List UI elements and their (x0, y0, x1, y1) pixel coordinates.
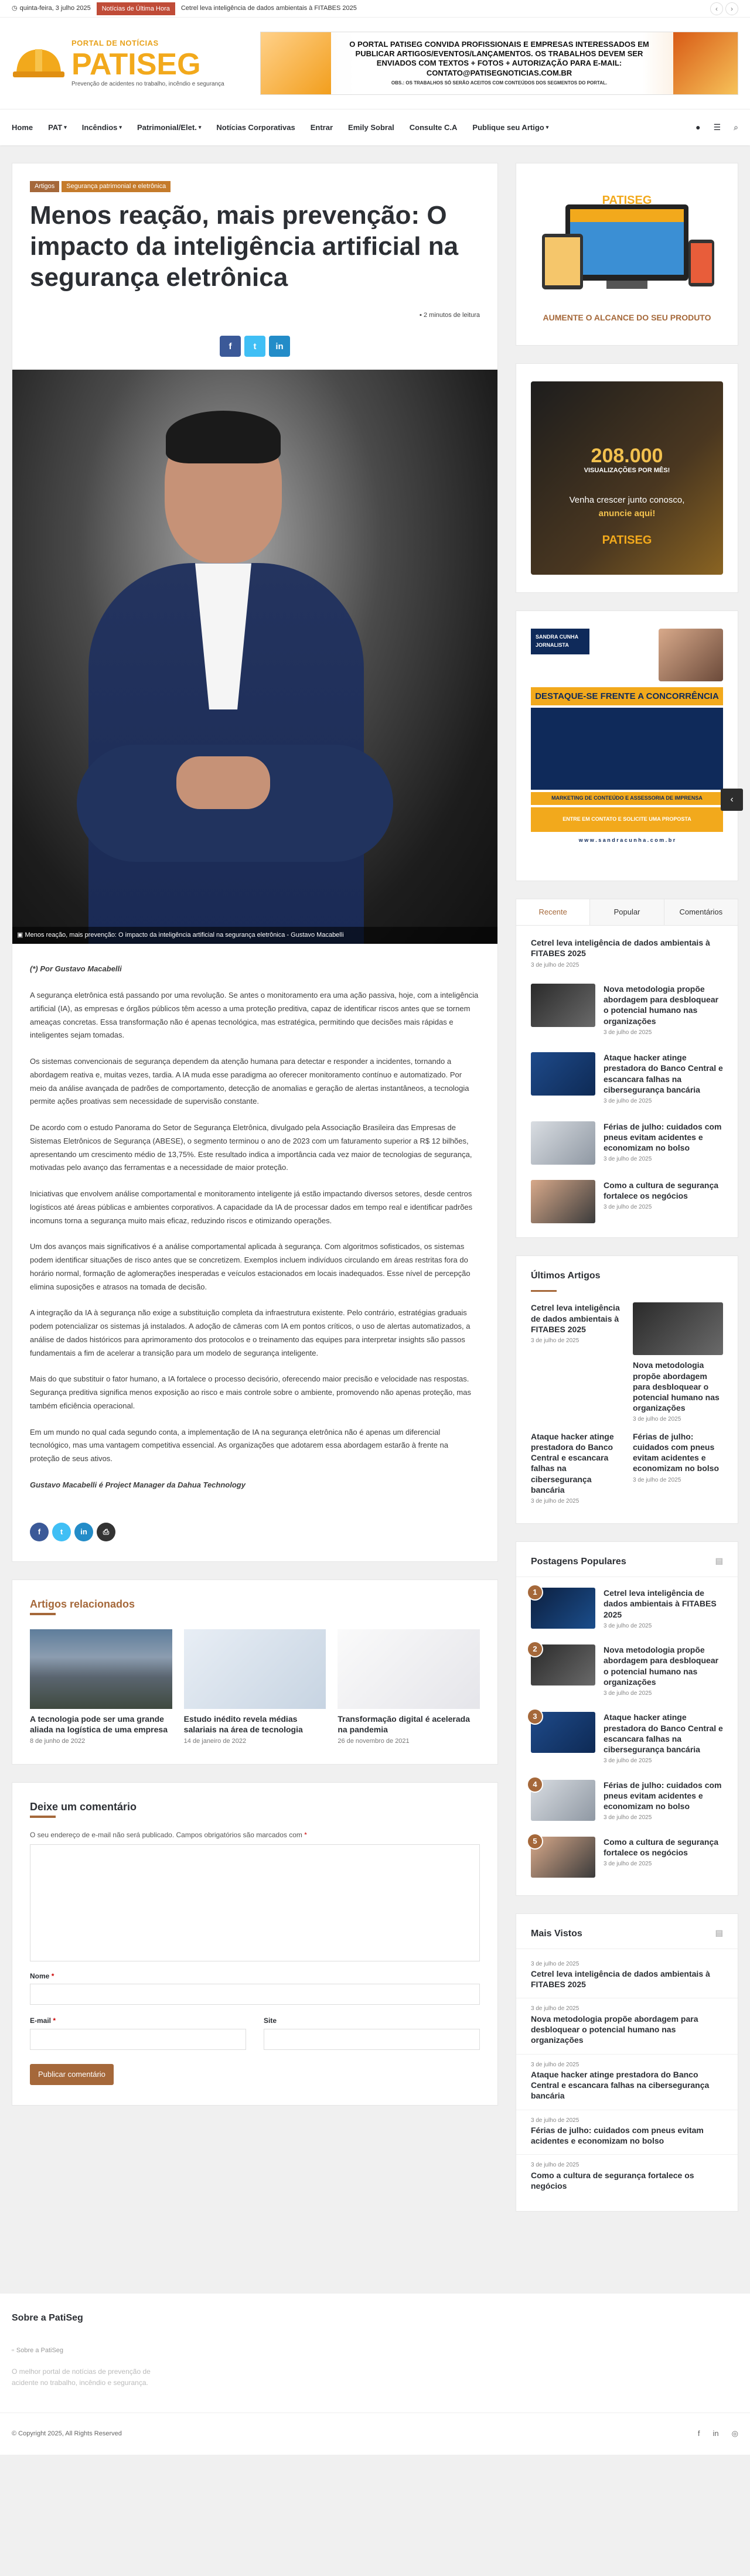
ad3-site: w w w . s a n d r a c u n h a . c o m . b r (578, 837, 676, 844)
nav-item[interactable] (216, 122, 295, 134)
post-date: 3 de julho de 2025 (604, 1098, 652, 1105)
related-articles (12, 1579, 498, 1765)
date-text: quinta-feira, 3 julho 2025 (19, 5, 91, 12)
post-date: 3 de julho de 2025 (531, 1960, 579, 1967)
instagram-icon[interactable]: ◎ (731, 2429, 738, 2438)
nav-item[interactable] (472, 122, 548, 134)
site-logo[interactable] (12, 37, 224, 89)
related-item-date: 26 de novembro de 2021 (338, 1738, 410, 1745)
nav-item[interactable] (12, 122, 33, 134)
rank-badge: 3 (527, 1708, 543, 1725)
scroll-arrow-icon[interactable]: ‹ (721, 789, 743, 811)
sidebar-ad-3[interactable] (516, 610, 738, 881)
widget-title: Mais Vistos (531, 1928, 582, 1939)
post-title: Como a cultura de segurança fortalece os negócios (604, 1837, 719, 1857)
article-paragraph: Os sistemas convencionais de segurança dependem da atenção humana para detectar e responder a incidentes, tornando a abordagem reativa e, muitas vezes, tardia. A IA muda esse paradigma ao oferecer monitoramento contínuo e automatizado. Por meio da análise avançada de padrões de comportamento, detecção de anomalias e geração de alertas instantâneos, a tecnologia permite ações proativas sem necessidade de supervisão constante. (30, 1057, 469, 1106)
related-thumbnail (184, 1629, 326, 1709)
post-thumbnail (531, 984, 595, 1027)
breaking-news-link[interactable]: Cetrel leva inteligência de dados ambientais à FITABES 2025 (180, 5, 357, 12)
most-viewed-widget (516, 1913, 738, 2212)
featured-image (12, 370, 497, 944)
post-date: 3 de julho de 2025 (531, 2162, 579, 2169)
related-item-date: 8 de junho de 2022 (30, 1738, 86, 1745)
nav-item[interactable] (48, 122, 67, 134)
read-time-text: 2 minutos de leitura (424, 312, 480, 319)
widget-title: Últimos Artigos (531, 1270, 601, 1281)
chevron-down-icon: ▾ (546, 124, 549, 131)
post-title: Nova metodologia propõe abordagem para desbloquear o potencial humano nas organizações (531, 2014, 698, 2045)
related-item-title: Estudo inédito revela médias salariais na área de tecnologia (183, 1714, 303, 1734)
rank-badge: 1 (527, 1584, 543, 1601)
post-title: Cetrel leva inteligência de dados ambientais à FITABES 2025 (531, 938, 710, 958)
post-date: 3 de julho de 2025 (633, 1416, 681, 1423)
post-title: Cetrel leva inteligência de dados ambientais à FITABES 2025 (531, 1303, 620, 1334)
linkedin-share-button[interactable]: in (74, 1523, 93, 1541)
recent-post-item[interactable] (531, 1180, 723, 1223)
popular-post-item[interactable] (516, 1837, 738, 1878)
linkedin-share-button[interactable]: in (269, 336, 290, 357)
ad3-role: JORNALISTA (536, 642, 569, 648)
related-item[interactable] (30, 1629, 172, 1746)
most-viewed-item[interactable] (516, 2116, 738, 2155)
post-title: Férias de julho: cuidados com pneus evitam acidentes e economizam no bolso (604, 1780, 722, 1811)
read-time (30, 311, 480, 320)
chevron-down-icon: ▾ (64, 124, 67, 131)
post-date: 3 de julho de 2025 (604, 1861, 652, 1868)
post-date: 3 de julho de 2025 (531, 1337, 579, 1344)
ad3-services-block (531, 708, 723, 790)
widget-title: Postagens Populares (531, 1557, 626, 1567)
post-thumbnail (531, 1180, 595, 1223)
recent-post-item[interactable] (531, 1052, 723, 1106)
post-date: 3 de julho de 2025 (604, 1029, 652, 1036)
comment-section (12, 1782, 498, 2106)
post-thumbnail (633, 1302, 723, 1355)
logo-small-text: PORTAL DE NOTÍCIAS (71, 39, 159, 48)
share-buttons-bottom (12, 1517, 497, 1561)
article-paragraph: Em um mundo no qual cada segundo conta, a implementação de IA na segurança eletrônica não é apenas um diferencial tecnológico, mas uma vantagem competitiva essencial. As organizações que adotarem essa abordagem estarão à frente na proteção de seus ativos. (30, 1427, 448, 1463)
document-icon: ▤ (715, 1556, 723, 1566)
nav-item[interactable] (311, 122, 333, 134)
footer-image-alt: Sobre a PatiSeg (16, 2347, 64, 2355)
chevron-down-icon: ▾ (119, 124, 122, 131)
caption-text: Menos reação, mais prevenção: O impacto da inteligência artificial na segurança eletrônica - Gustavo Macabelli (25, 932, 344, 939)
recent-post-item[interactable] (531, 937, 723, 970)
article-body (12, 944, 497, 1516)
menu-icon[interactable]: ☰ (713, 122, 721, 132)
ad2-views: VISUALIZAÇÕES POR MÊS! (584, 467, 670, 474)
post-title: Nova metodologia propõe abordagem para desbloquear o potencial humano nas organizações (633, 1360, 720, 1413)
article (12, 163, 498, 1562)
footer (0, 2294, 750, 2412)
post-date: 3 de julho de 2025 (604, 1622, 652, 1629)
document-icon: ▤ (715, 1927, 723, 1937)
latest-article-item[interactable] (633, 1431, 723, 1506)
post-title: Nova metodologia propõe abordagem para desbloquear o potencial humano nas organizações (604, 984, 719, 1026)
article-paragraph: Iniciativas que envolvem análise comportamental e monitoramento inteligente já estão impactando diversos setores, desde centros logísticos até áreas públicas e ambientes corporativos. A capacidade da IA de processar dados em tempo real e identificar padrões incomuns torna a segurança muito mais eficaz, reduzindo riscos e otimizando operações. (30, 1189, 473, 1225)
related-item-date: 14 de janeiro de 2022 (183, 1738, 247, 1745)
logo-subtitle: Prevenção de acidentes no trabalho, incêndio e segurança (71, 81, 224, 88)
latest-article-item[interactable] (531, 1431, 621, 1506)
copyright-text: © Copyright 2025, All Rights Reserved (12, 2430, 122, 2438)
most-viewed-item[interactable] (516, 1960, 738, 1999)
post-title: Ataque hacker atinge prestadora do Banco Central e escancara falhas na cibersegurança bancária (531, 1431, 614, 1495)
footer-title: Sobre a PatiSeg (12, 2313, 83, 2323)
related-item[interactable] (184, 1629, 326, 1746)
email-label: E-mail * (30, 2017, 56, 2025)
banner-right-art (673, 32, 738, 95)
nav-item-label: Incêndios (81, 122, 118, 132)
author-note: Gustavo Macabelli é Project Manager da Dahua Technology (30, 1480, 246, 1489)
breaking-news-label: Notícias de Última Hora (97, 2, 175, 15)
popular-post-item[interactable] (516, 1644, 738, 1698)
helmet-logo-icon (12, 45, 66, 82)
tab-recente[interactable]: Recente (516, 899, 590, 925)
banner-fine-print: OBS.: OS TRABALHOS SÓ SERÃO ACEITOS COM CONTEÚDOS DOS SEGMENTOS DO PORTAL. (391, 80, 608, 86)
next-news-icon[interactable]: › (725, 2, 738, 15)
related-item-title: A tecnologia pode ser uma grande aliada na logística de uma empresa (30, 1714, 168, 1734)
popular-posts-widget (516, 1541, 738, 1895)
ultimos-artigos-widget (516, 1255, 738, 1524)
post-title: Como a cultura de segurança fortalece os negócios (604, 1180, 719, 1200)
ad3-mkt: MARKETING DE CONTEÚDO E ASSESSORIA DE IMPRENSA (531, 792, 723, 805)
nav-item-label: Home (12, 122, 33, 132)
popular-post-item[interactable] (516, 1780, 738, 1823)
site-header (0, 18, 750, 109)
name-label: Nome * (30, 1971, 54, 1980)
post-title: Como a cultura de segurança fortalece os negócios (531, 2170, 694, 2191)
article-paragraph: Um dos avanços mais significativos é a análise comportamental aplicada à segurança. Com algoritmos sofisticados, os sistemas podem identificar situações de risco antes que se concretizem. Exemplos incluem indivíduos circulando em áreas restritas fora do horário normal, formação de aglomerações inesperadas e veículos estacionados em locais inadequados. Esse nível de percepção elimina suposições e atrasos na tomada de decisão. (30, 1242, 471, 1291)
facebook-icon[interactable]: f (697, 2429, 700, 2438)
post-title: Férias de julho: cuidados com pneus evitam acidentes e economizam no bolso (633, 1431, 720, 1473)
nav-item-label: Consulte C.A (409, 122, 458, 132)
post-title: Ataque hacker atinge prestadora do Banco Central e escancara falhas na cibersegurança bancária (604, 1053, 723, 1094)
clock-icon: ◷ (12, 5, 18, 12)
related-thumbnail (338, 1629, 480, 1709)
article-title: Menos reação, mais prevenção: O impacto da inteligência artificial na segurança eletrônica (30, 201, 459, 292)
footer-image (12, 2346, 738, 2356)
post-date: 3 de julho de 2025 (604, 1814, 652, 1821)
nav-item[interactable] (348, 122, 394, 134)
comment-title: Deixe um comentário (12, 1783, 497, 1816)
post-thumbnail (531, 1121, 595, 1165)
logo-big-text: PATISEG (71, 47, 201, 82)
user-icon[interactable]: ● (696, 122, 701, 132)
article-byline: (*) Por Gustavo Macabelli (30, 964, 122, 974)
chevron-down-icon: ▾ (198, 124, 202, 131)
category-tag[interactable]: Artigos (30, 181, 59, 192)
camera-icon: ▣ (17, 932, 23, 939)
post-date: 3 de julho de 2025 (633, 1476, 681, 1483)
site-label: Site (264, 2017, 277, 2025)
rank-badge: 4 (527, 1776, 543, 1793)
category-tag[interactable]: Segurança patrimonial e eletrônica (62, 181, 171, 192)
current-date (12, 4, 91, 13)
post-title: Nova metodologia propõe abordagem para desbloquear o potencial humano nas organizações (604, 1645, 719, 1687)
tabbed-widget (516, 899, 738, 1238)
nav-item-label: Emily Sobral (348, 122, 394, 132)
related-thumbnail (30, 1629, 172, 1709)
latest-article-item[interactable] (531, 1302, 621, 1424)
post-title: Ataque hacker atinge prestadora do Banco Central e escancara falhas na cibersegurança bancária (604, 1712, 723, 1755)
twitter-share-button[interactable]: t (244, 336, 265, 357)
site-field[interactable] (264, 2029, 480, 2050)
post-date: 3 de julho de 2025 (604, 1690, 652, 1697)
rank-badge: 2 (527, 1641, 543, 1657)
main-nav (0, 109, 750, 145)
most-viewed-item[interactable] (516, 2004, 738, 2054)
popular-post-item[interactable] (516, 1588, 738, 1630)
latest-article-item[interactable] (633, 1302, 723, 1424)
post-date: 3 de julho de 2025 (531, 2005, 579, 2012)
article-paragraph: De acordo com o estudo Panorama do Setor de Segurança Eletrônica, divulgado pela Associação Brasileira das Empresas de Sistemas Eletrônicos de Segurança (ABESE), o segmento terminou o ano de 2023 com um faturamento superior a R$ 12 bilhões, apresentando um crescimento médio de 13,75%. Este resultado indica a importância cada vez maior de tecnologias de segurança, motivadas pelo avanço das ferramentas e a necessidade de maior proteção. (30, 1123, 472, 1172)
post-date: 3 de julho de 2025 (604, 1203, 652, 1210)
submit-comment-button[interactable]: Publicar comentário (30, 2064, 114, 2085)
related-item[interactable] (338, 1629, 480, 1746)
post-title: Férias de julho: cuidados com pneus evitam acidentes e economizam no bolso (604, 1121, 722, 1152)
banner-text: O PORTAL PATISEG CONVIDA PROFISSIONAIS E EMPRESAS INTERESSADOS EM PUBLICAR ARTIGOS/EVENTOS/LANÇAMENTOS. OS TRABALHOS DEVEM SER ENVIADOS COM TEXTOS + FOTOS + AUTORIZAÇÃO PARA E-MAIL: CONTATO@PATISEGNOTICIAS.COM.BR (349, 39, 649, 77)
ad1-brand: PATISEG (602, 194, 652, 207)
nav-item-label: Entrar (310, 122, 333, 132)
share-buttons-top (30, 336, 480, 357)
image-caption (12, 927, 497, 944)
bookmark-icon: ▪ (420, 312, 422, 319)
ad2-brand: PATISEG (602, 533, 652, 547)
post-title: Férias de julho: cuidados com pneus evitam acidentes e economizam no bolso (531, 2125, 704, 2146)
sidebar-ad-1[interactable] (516, 163, 738, 346)
top-bar (0, 0, 750, 18)
tab-comentarios[interactable]: Comentários (664, 899, 738, 925)
email-field[interactable] (30, 2029, 246, 2050)
article-paragraph: A segurança eletrônica está passando por uma revolução. Se antes o monitoramento era uma ação passiva, hoje, com a inteligência artificial (IA), as empresas e órgãos públicos têm acesso a uma proteção preditiva, capaz de identificar riscos antes que se tornem ameaças concretas. Essa transformação não é apenas tecnológica, mas estratégica, permitindo que decisões mais rápidas e inteligentes sejam tomadas. (30, 991, 479, 1040)
twitter-share-button[interactable]: t (52, 1523, 71, 1541)
recent-post-item[interactable] (531, 1121, 723, 1165)
post-date: 3 de julho de 2025 (531, 1497, 579, 1504)
facebook-share-button[interactable]: f (30, 1523, 49, 1541)
ad2-text: Venha crescer junto conosco, (569, 495, 685, 506)
ad1-tagline: AUMENTE O ALCANCE DO SEU PRODUTO (543, 312, 711, 322)
post-date: 3 de julho de 2025 (604, 1758, 652, 1765)
ad3-cta: ENTRE EM CONTATO E SOLICITE UMA PROPOSTA (531, 807, 723, 832)
print-button[interactable]: ⎙ (97, 1523, 115, 1541)
ad2-cta: anuncie aqui! (598, 509, 656, 519)
ad3-name: SANDRA CUNHA (536, 634, 579, 640)
popular-post-item[interactable] (516, 1712, 738, 1765)
related-title: Artigos relacionados (12, 1580, 497, 1613)
recent-post-item[interactable] (531, 984, 723, 1037)
banner-left-art (261, 32, 331, 95)
footer-description: O melhor portal de notícias de prevenção de acidente no trabalho, incêndio e segurança. (12, 2367, 151, 2387)
copyright-bar (0, 2413, 750, 2455)
article-paragraph: A integração da IA à segurança não exige a substituição completa da infraestrutura existente. Pelo contrário, estratégias graduais podem potencializar os sistemas já instalados. A adoção de câmeras com IA em pontos críticos, o uso de alertas automatizados, a análise de dados históricos para aprimoramento dos protocolos e o treinamento das equipes para interpretar insights são passos fundamentais a fim de acelerar a transição para um modelo de segurança inteligente. (30, 1308, 471, 1357)
tab-popular[interactable]: Popular (590, 899, 664, 925)
post-thumbnail (531, 1052, 595, 1096)
most-viewed-item[interactable] (516, 2161, 738, 2199)
nav-item[interactable] (137, 122, 201, 134)
post-date: 3 de julho de 2025 (531, 2117, 579, 2124)
nav-item-label: Patrimonial/Elet. (137, 122, 197, 132)
nav-item-label: Notícias Corporativas (216, 122, 295, 132)
search-icon[interactable]: ⌕ (734, 122, 738, 132)
facebook-share-button[interactable]: f (220, 336, 241, 357)
post-date: 3 de julho de 2025 (531, 961, 579, 968)
broken-image-icon: ▫ (12, 2347, 14, 2355)
sidebar-ad-2[interactable] (516, 363, 738, 593)
post-title: Ataque hacker atinge prestadora do Banco Central e escancara falhas na cibersegurança bancária (531, 2070, 710, 2101)
header-ad-banner[interactable] (260, 32, 738, 95)
linkedin-icon[interactable]: in (712, 2429, 719, 2438)
prev-news-icon[interactable]: ‹ (710, 2, 723, 15)
post-date: 3 de julho de 2025 (604, 1156, 652, 1163)
most-viewed-item[interactable] (516, 2060, 738, 2110)
nav-item-label: Publique seu Artigo (472, 122, 544, 132)
post-title: Cetrel leva inteligência de dados ambientais à FITABES 2025 (604, 1588, 717, 1619)
nav-item-label: PAT (48, 122, 63, 132)
comment-note: O seu endereço de e-mail não será publicado. Campos obrigatórios são marcados com * (30, 1830, 307, 1839)
ad3-photo (659, 629, 723, 681)
ad2-number: 208.000 (591, 445, 663, 467)
article-paragraph: Mais do que substituir o fator humano, a IA fortalece o processo decisório, oferecendo maior precisão e velocidade nas respostas. Segurança preditiva significa menos exposição ao risco e mais controle sobre o ambiente, promovendo não apenas proteção, mas também eficiência operacional. (30, 1374, 471, 1410)
post-title: Cetrel leva inteligência de dados ambientais à FITABES 2025 (531, 1969, 710, 1990)
comment-textarea[interactable] (30, 1844, 480, 1961)
rank-badge: 5 (527, 1833, 543, 1850)
post-date: 3 de julho de 2025 (531, 2061, 579, 2068)
nav-item[interactable] (410, 122, 458, 134)
related-item-title: Transformação digital é acelerada na pandemia (338, 1714, 470, 1734)
ad3-headline: DESTAQUE-SE FRENTE A CONCORRÊNCIA (531, 687, 723, 705)
name-field[interactable] (30, 1984, 480, 2005)
nav-item[interactable] (82, 122, 122, 134)
